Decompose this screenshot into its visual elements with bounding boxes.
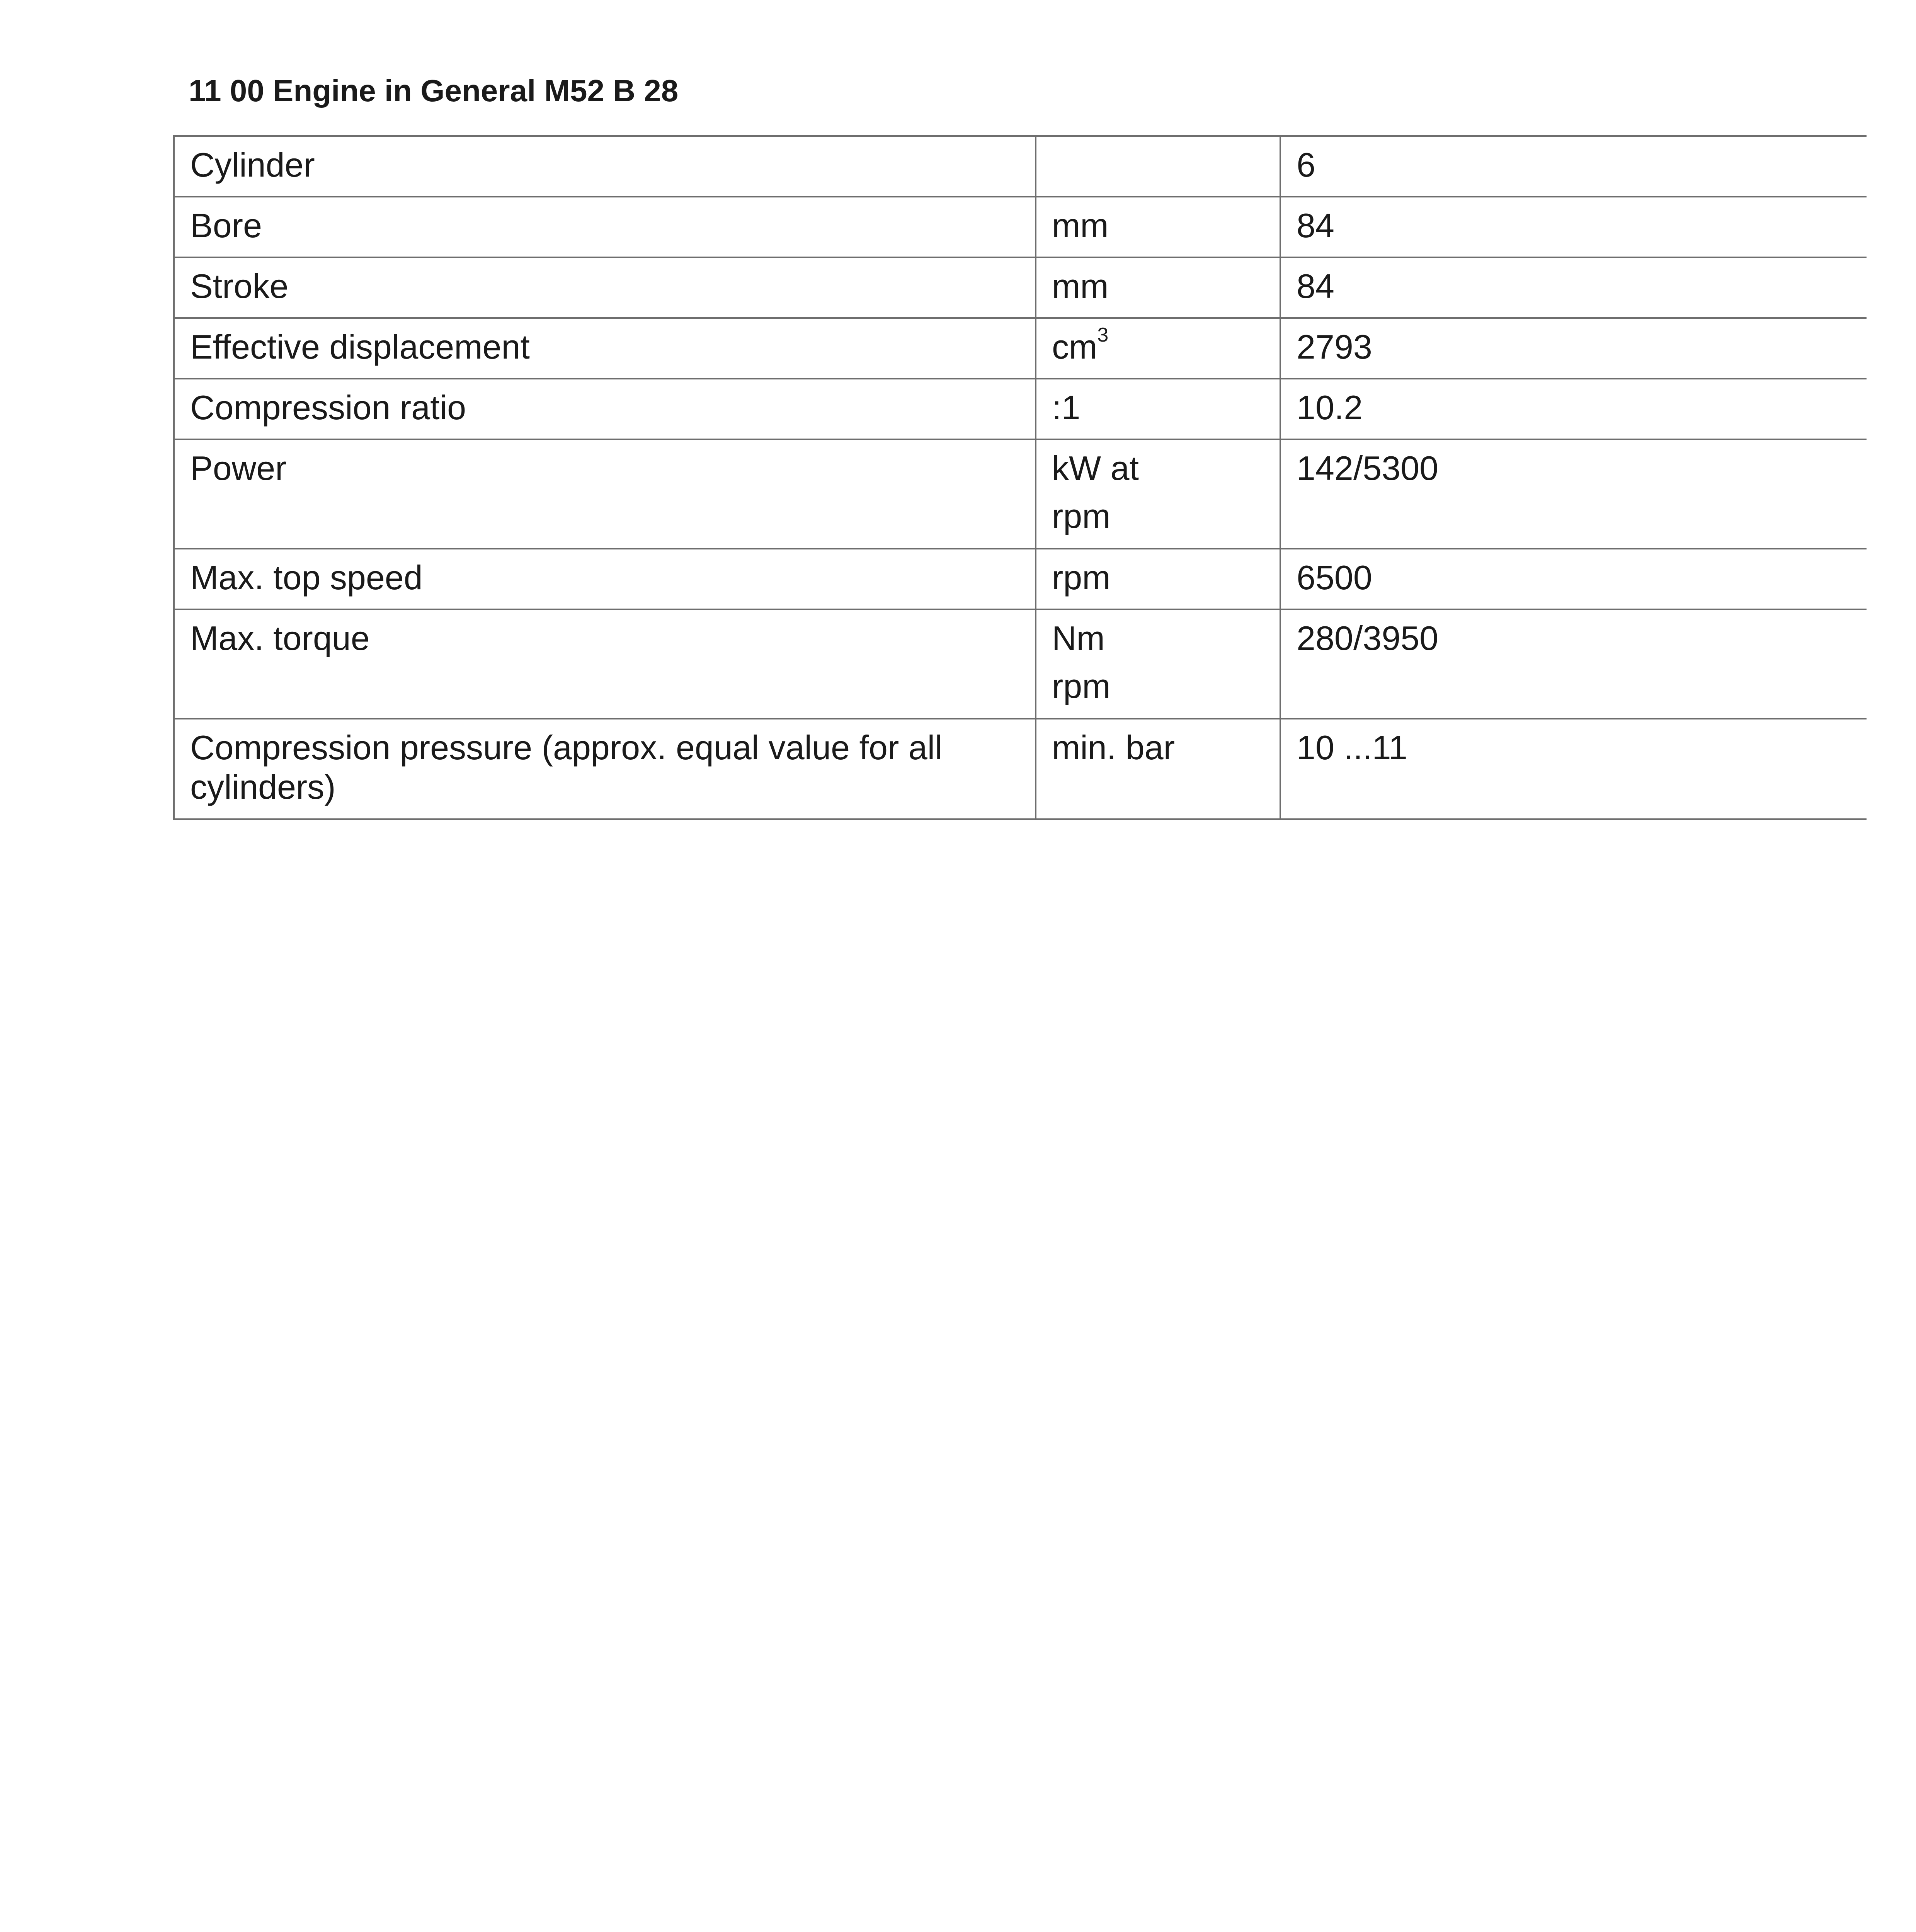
value-cell: 280/3950: [1280, 609, 1867, 719]
table-row: [174, 257, 1867, 318]
unit-cell: [1036, 439, 1280, 549]
unit-superscript: 3: [1097, 324, 1109, 346]
unit-cell: mm: [1036, 197, 1280, 257]
value-cell: 6500: [1280, 549, 1867, 609]
value-cell: 6: [1280, 136, 1867, 197]
unit-text-line2: rpm: [1052, 497, 1111, 536]
value-cell: 2793: [1280, 318, 1867, 379]
table-row: [174, 136, 1867, 197]
value-cell: 10 ...11: [1280, 719, 1867, 819]
table-row: [174, 197, 1867, 257]
param-cell: Cylinder: [174, 136, 1036, 197]
param-cell: Effective displacement: [174, 318, 1036, 379]
table-row: [174, 318, 1867, 379]
param-cell: Compression pressure (approx. equal value for all cylinders): [174, 719, 1036, 819]
unit-cell: mm: [1036, 257, 1280, 318]
engine-spec-table: [173, 135, 1867, 820]
unit-cell: rpm: [1036, 549, 1280, 609]
table-row: [174, 609, 1867, 719]
table-row: [174, 719, 1867, 819]
page-title: 11 00 Engine in General M52 B 28: [189, 73, 679, 108]
unit-text: kW at: [1052, 449, 1139, 487]
param-cell: Bore: [174, 197, 1036, 257]
value-cell: 84: [1280, 257, 1867, 318]
value-cell: 10.2: [1280, 379, 1867, 439]
unit-cell: [1036, 609, 1280, 719]
unit-cell: [1036, 136, 1280, 197]
param-cell: Max. top speed: [174, 549, 1036, 609]
unit-cell: min. bar: [1036, 719, 1280, 819]
value-cell: 142/5300: [1280, 439, 1867, 549]
param-cell: Max. torque: [174, 609, 1036, 719]
table-row: [174, 439, 1867, 549]
unit-cell: :1: [1036, 379, 1280, 439]
value-cell: 84: [1280, 197, 1867, 257]
unit-text: Nm: [1052, 619, 1105, 657]
param-cell: Compression ratio: [174, 379, 1036, 439]
table-row: [174, 549, 1867, 609]
unit-text: cm: [1052, 328, 1098, 366]
unit-text-line2: rpm: [1052, 667, 1111, 706]
table-row: [174, 379, 1867, 439]
param-cell: Stroke: [174, 257, 1036, 318]
param-cell: Power: [174, 439, 1036, 549]
unit-cell: [1036, 318, 1280, 379]
